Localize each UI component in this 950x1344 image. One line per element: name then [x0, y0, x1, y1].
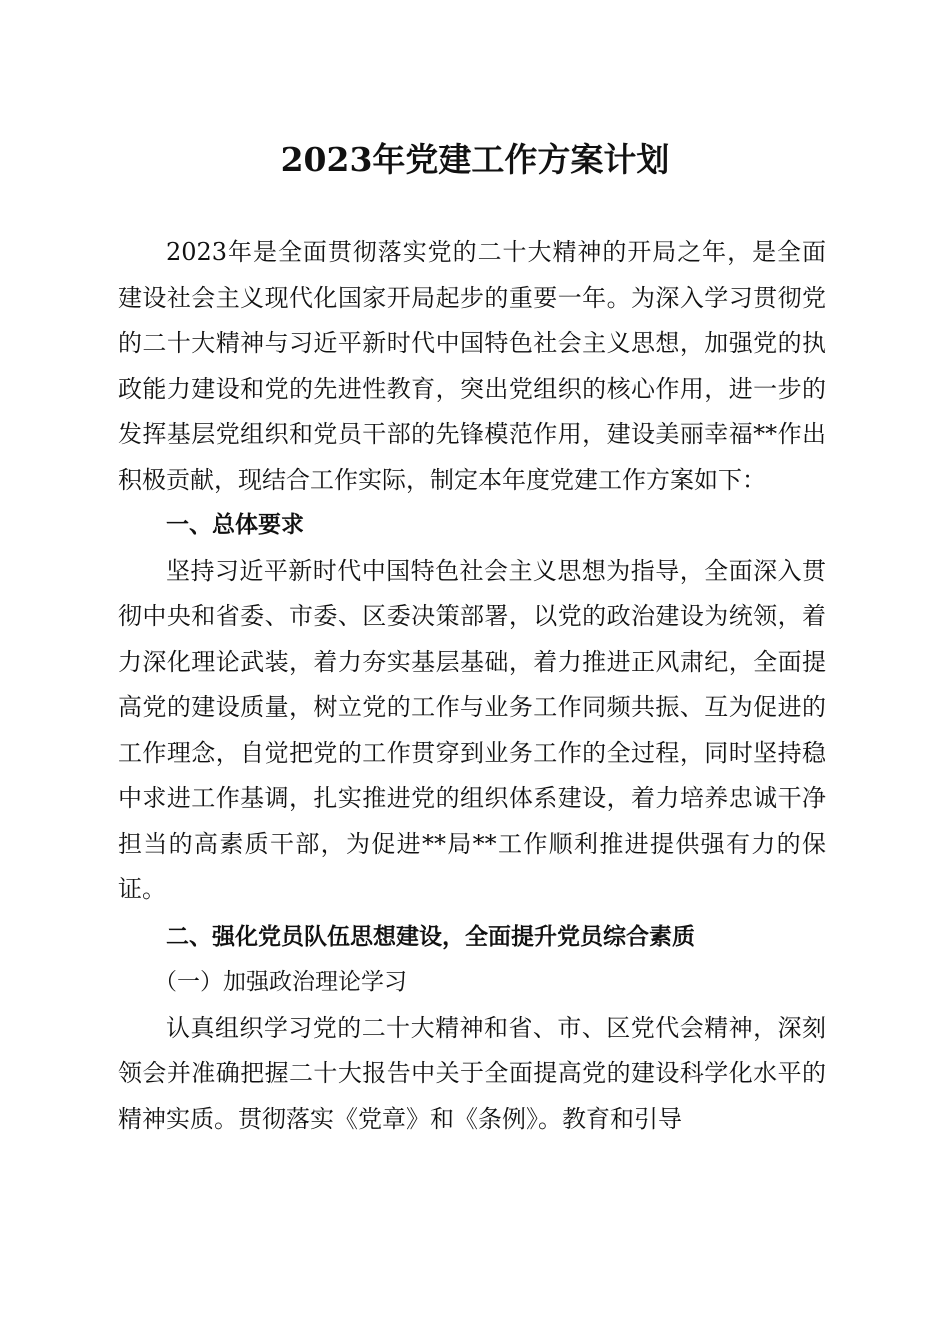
- section-heading-general-requirements: 一、总体要求: [166, 512, 304, 538]
- subsection-heading-political-theory: （一）加强政治理论学习: [154, 969, 407, 995]
- section-heading-ideological-building: 二、强化党员队伍思想建设，全面提升党员综合素质: [166, 923, 695, 950]
- document-title: 2023年党建工作方案计划: [280, 140, 670, 179]
- general-requirements-paragraph: 坚持习近平新时代中国特色社会主义思想为指导，全面深入贯彻中央和省委、市委、区委决策部署，以党的政治建设为统领，着力深化理论武装，着力夯实基层基础，着力推进正风肃纪，全面提高党的建设质量，树立党的工作与业务工作同频共振、互为促进的工作理念，自觉把党的工作贯穿到业务工作的全过程，同时坚持稳中求进工作基调，扎实推进党的组织体系建设，着力培养忠诚干净担当的高素质干部，为促进**局**工作顺利推进提供强有力的保证。: [118, 556, 826, 903]
- intro-paragraph: 2023年是全面贯彻落实党的二十大精神的开局之年，是全面建设社会主义现代化国家开局起步的重要一年。为深入学习贯彻党的二十大精神与习近平新时代中国特色社会主义思想，加强党的执政能力建设和党的先进性教育，突出党组织的核心作用，进一步的发挥基层党组织和党员干部的先锋模范作用，建设美丽幸福**作出积极贡献，现结合工作实际，制定本年度党建工作方案如下：: [118, 238, 826, 494]
- political-theory-paragraph: 认真组织学习党的二十大精神和省、市、区党代会精神，深刻领会并准确把握二十大报告中关于全面提高党的建设科学化水平的精神实质。贯彻落实《党章》和《条例》。教育和引导: [118, 1013, 826, 1133]
- document-body: [118, 230, 826, 1142]
